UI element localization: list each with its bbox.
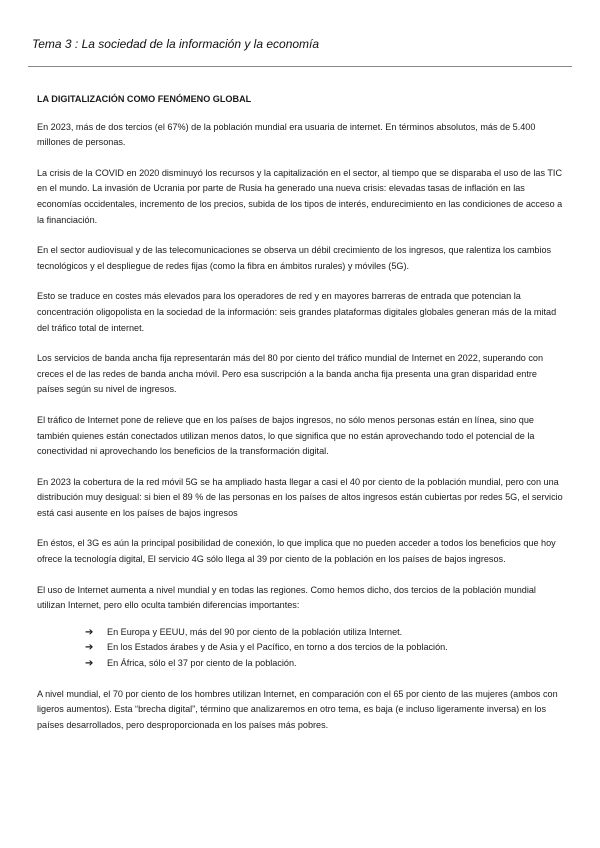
paragraph: El tráfico de Internet pone de relieve que en los países de bajos ingresos, no sólo menos personas están en línea, sino que también quienes están conectados utilizan menos datos, lo que significa que no están aprovechando todo el potencial de la conectividad ni aprovechando los beneficios de la transformación digital. [37, 414, 535, 457]
paragraph: La crisis de la COVID en 2020 disminuyó los recursos y la capitalización en el sector, al tiempo que se disparaba el uso de las TIC en el mundo. La invasión de Ucrania por parte de Rusia ha generado una nueva crisis: elevadas tasas de inflación en las economías occidentales, incremento de los precios, subida de los tipos de interés, endurecimiento en las condiciones de acceso a la financiación. [37, 167, 563, 225]
paragraph: En éstos, el 3G es aún la principal posibilidad de conexión, lo que implica que no pueden acceder a todos los beneficios que hoy ofrece la tecnología digital, El servicio 4G sólo llega al 39 por ciento de la población en los países de bajos ingresos. [37, 538, 556, 565]
section-title: LA DIGITALIZACIÓN COMO FENÓMENO GLOBAL [37, 94, 252, 104]
arrow-right-icon: ➔ [85, 642, 94, 654]
list-item [85, 625, 565, 641]
paragraph: El uso de Internet aumenta a nivel mundial y en todas las regiones. Como hemos dicho, dos tercios de la población mundial utilizan Internet, pero ello oculta también diferencias importantes: [37, 584, 536, 611]
paragraph: Los servicios de banda ancha fija representarán más del 80 por ciento del tráfico mundial de Internet en 2022, superando con creces el de las redes de banda ancha móvil. Pero esa suscripción a la banda ancha fija presenta una gran disparidad entre países según su nivel de ingresos. [37, 353, 544, 395]
arrow-right-icon: ➔ [85, 658, 94, 670]
paragraph: En el sector audiovisual y de las telecomunicaciones se observa un débil crecimiento de los ingresos, que ralentiza los cambios tecnológicos y el despliegue de redes fijas (como la fibra en ámbitos rurales) y móviles (5G). [37, 245, 552, 271]
document-body [37, 92, 565, 748]
list-item-text: En los Estados árabes y de Asia y el Pacífico, en torno a dos tercios de la población. [107, 642, 448, 653]
list-item [85, 656, 565, 672]
list-item-text: En Europa y EEUU, más del 90 por ciento de la población utiliza Internet. [107, 626, 403, 637]
closing-paragraph: A nivel mundial, el 70 por ciento de los hombres utilizan Internet, en comparación con el 65 por ciento de las mujeres (ambos con ligeros aumentos). Esta “brecha digital”, término que analizaremos en otro tema, es baja (e incluso ligeramente inversa) en los países desarrollados, pero desproporcionada en los países más pobres. [37, 688, 558, 730]
header-title: Tema 3 : La sociedad de la información y la economía [32, 37, 320, 51]
paragraph: En 2023 la cobertura de la red móvil 5G se ha ampliado hasta llegar a casi el 40 por ciento de la población mundial, pero con una distribución muy desigual: si bien el 89 % de las personas en los países de altos ingresos están cubiertas por redes 5G, el servicio está casi ausente en los países de bajos ingresos [37, 476, 563, 518]
paragraph: En 2023, más de dos tercios (el 67%) de la población mundial era usuaria de internet. En términos absolutos, más de 5.400 millones de personas. [37, 121, 536, 148]
list-item-text: En África, sólo el 37 por ciento de la población. [107, 658, 297, 669]
header-divider [28, 66, 572, 67]
arrow-right-icon: ➔ [85, 626, 94, 638]
paragraph: Esto se traduce en costes más elevados para los operadores de red y en mayores barreras de entrada que potencian la concentración oligopolista en la sociedad de la información: seis grandes plataformas digitales globales generan más de la mitad del tráfico total de internet. [37, 291, 557, 333]
bullet-list [37, 625, 565, 672]
list-item [85, 640, 565, 656]
